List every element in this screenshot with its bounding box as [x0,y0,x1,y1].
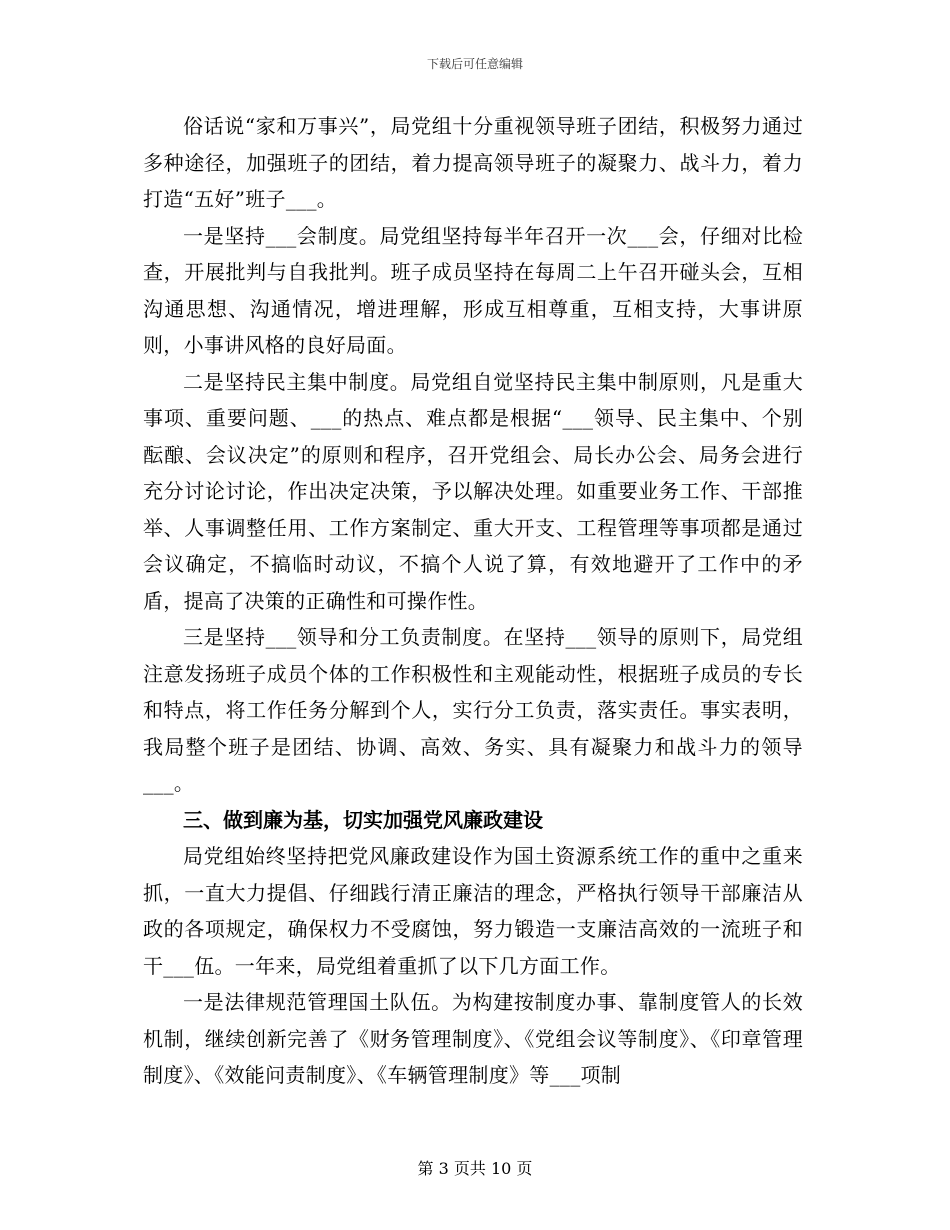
section-heading: 三、做到廉为基，切实加强党风廉政建设 [183,807,543,832]
page-footer: 第 3 页共 10 页 [417,1159,533,1178]
page-header: 下载后可任意编辑 [426,57,523,71]
paragraph-unity: 俗话说“家和万事兴”，局党组十分重视领导班子团结，积极努力通过多种途径，加强班子的团结，着力提高领导班子的凝聚力、战斗力，着力打造“五好”班子___。 [143,114,803,211]
paragraph-integrity: 局党组始终坚持把党风廉政建设作为国土资源系统工作的重中之重来抓，一直大力提倡、仔细践行清正廉洁的理念，严格执行领导干部廉洁从政的各项规定，确保权力不受腐蚀，努力锻造一支廉洁高效的一流班子和干___伍。一年来，局党组着重抓了以下几方面工作。 [143,844,803,978]
paragraph-meeting-system: 一是坚持___会制度。局党组坚持每半年召开一次___会，仔细对比检查，开展批判与自我批判。班子成员坚持在每周二上午召开碰头会，互相沟通思想、沟通情况，增进理解，形成互相尊重，互相支持，大事讲原则，小事讲风格的良好局面。 [143,223,803,357]
paragraph-democratic-centralism: 二是坚持民主集中制度。局党组自觉坚持民主集中制原则，凡是重大事项、重要问题、___的热点、难点都是根据“___领导、民主集中、个别酝酿、会议决定”的原则和程序，召开党组会、局长办公会、局务会进行充分讨论讨论，作出决定决策，予以解决处理。如重要业务工作、干部推举、人事调整任用、工作方案制定、重大开支、工程管理等事项都是通过会议确定，不搞临时动议，不搞个人说了算，有效地避开了工作中的矛盾，提高了决策的正确性和可操作性。 [143,369,803,613]
document-body [143,108,803,1094]
paragraph-regulations: 一是法律规范管理国土队伍。为构建按制度办事、靠制度管人的长效机制，继续创新完善了《财务管理制度》、《党组会议等制度》、《印章管理制度》、《效能问责制度》、《车辆管理制度》等___项制 [143,990,803,1087]
paragraph-division-of-labor: 三是坚持___领导和分工负责制度。在坚持___领导的原则下，局党组注意发扬班子成员个体的工作积极性和主观能动性，根据班子成员的专长和特点，将工作任务分解到个人，实行分工负责，落实责任。事实表明，我局整个班子是团结、协调、高效、务实、具有凝聚力和战斗力的领导___。 [143,625,803,795]
